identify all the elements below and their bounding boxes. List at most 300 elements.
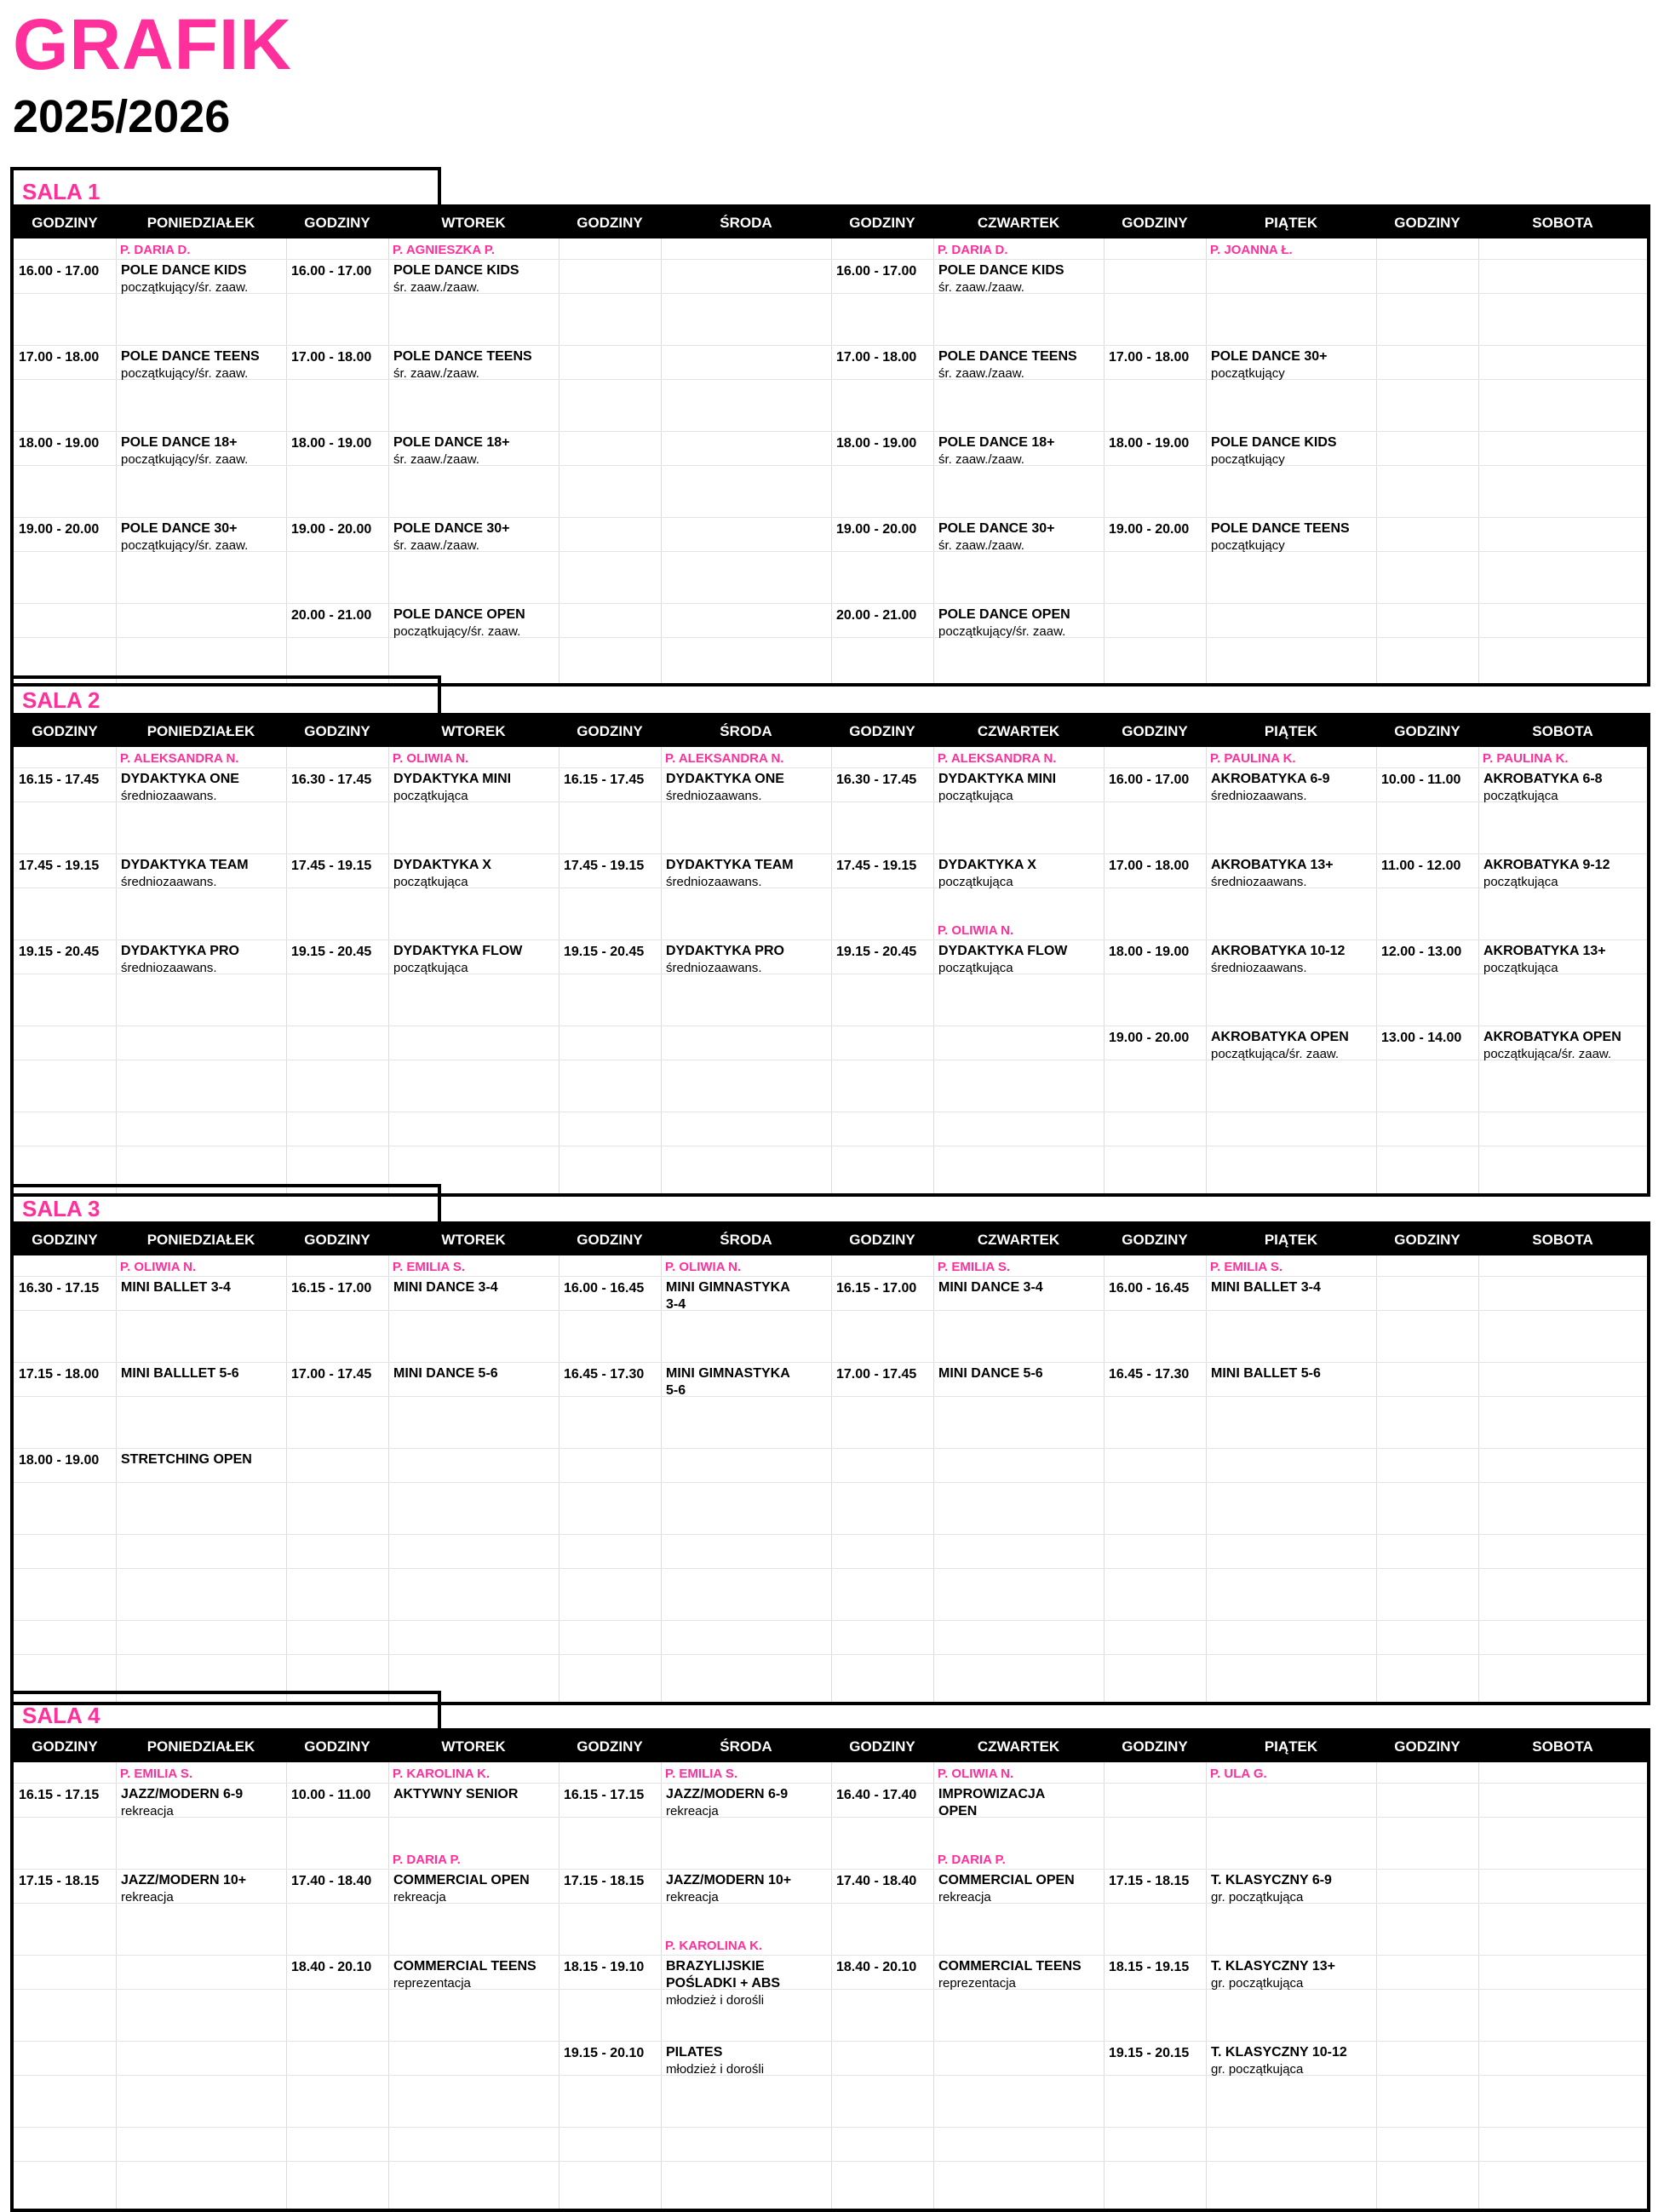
row-divider [14, 853, 1647, 854]
class-name: POLE DANCE KIDS [1211, 435, 1337, 450]
column-divider [388, 238, 389, 683]
column-divider [831, 1762, 832, 2209]
class-time: 18.00 - 19.00 [1109, 945, 1190, 959]
instructor-name: P. OLIWIA N. [393, 751, 469, 766]
class-cell [121, 1279, 231, 1296]
row-divider [14, 465, 1647, 466]
class-level: średniozaawans. [121, 875, 217, 889]
class-cell [1211, 1279, 1321, 1296]
column-divider [1104, 1762, 1105, 2209]
class-time: 17.00 - 18.00 [1109, 859, 1190, 873]
class-level: początkująca [1483, 789, 1558, 803]
instructor-name: P. DARIA D. [120, 243, 191, 257]
class-name: MINI DANCE 5-6 [393, 1366, 498, 1381]
header-cell: GODZINY [1122, 1232, 1188, 1248]
column-divider [286, 747, 287, 1193]
header-cell: GODZINY [1122, 215, 1188, 231]
class-name: AKROBATYKA 6-9 [1211, 772, 1330, 786]
class-time: 16.00 - 17.00 [19, 264, 100, 279]
sala-section [10, 167, 1650, 687]
class-name: MINI DANCE 3-4 [938, 1280, 1043, 1295]
class-name: AKROBATYKA 9-12 [1483, 858, 1610, 872]
class-name: MINI DANCE 5-6 [938, 1366, 1043, 1381]
class-name: MINI BALLLET 5-6 [121, 1366, 239, 1381]
header-cell: PIĄTEK [1264, 1738, 1318, 1755]
class-time: 20.00 - 21.00 [836, 608, 917, 623]
row-divider [14, 517, 1647, 518]
row-divider [14, 2041, 1647, 2042]
header-cell: GODZINY [577, 1232, 643, 1248]
class-name: POLE DANCE KIDS [393, 263, 519, 278]
class-time: 17.00 - 18.00 [291, 350, 372, 365]
class-name: AKROBATYKA 6-8 [1483, 772, 1603, 786]
class-cell [393, 1958, 536, 1992]
schedule-table [10, 713, 1650, 1197]
class-name: POLE DANCE OPEN [938, 607, 1070, 622]
column-divider [286, 1255, 287, 1702]
column-divider [661, 1762, 662, 2209]
class-name: DYDAKTYKA MINI [938, 772, 1057, 786]
class-name: COMMERCIAL TEENS [393, 1959, 536, 1974]
column-divider [1206, 1762, 1207, 2209]
class-name: POLE DANCE 30+ [1211, 349, 1328, 364]
header-cell: ŚRODA [720, 1738, 772, 1755]
header-cell: GODZINY [1394, 1738, 1460, 1755]
class-time: 16.00 - 16.45 [1109, 1281, 1190, 1296]
header-cell: GODZINY [1394, 1232, 1460, 1248]
header-cell: CZWARTEK [977, 1738, 1060, 1755]
column-divider [831, 1255, 832, 1702]
class-time: 13.00 - 14.00 [1381, 1031, 1462, 1045]
header-cell: PIĄTEK [1264, 723, 1318, 739]
instructor-name: P. EMILIA S. [393, 1260, 466, 1274]
column-divider [1478, 747, 1479, 1193]
row-divider [14, 1620, 1647, 1621]
class-cell [1211, 1872, 1332, 1906]
class-name: JAZZ/MODERN 10+ [666, 1873, 792, 1887]
class-name: COMMERCIAL OPEN [393, 1873, 530, 1887]
sala-title: SALA 3 [10, 1184, 441, 1225]
class-cell [1211, 434, 1337, 468]
class-cell [938, 1365, 1043, 1382]
class-cell [938, 943, 1067, 977]
header-cell: ŚRODA [720, 723, 772, 739]
class-time: 18.15 - 19.10 [564, 1960, 645, 1974]
class-name: POLE DANCE 30+ [121, 521, 238, 536]
row-divider [14, 1448, 1647, 1449]
class-cell [938, 348, 1077, 382]
header-cell: GODZINY [32, 1738, 98, 1755]
class-cell [121, 348, 260, 382]
class-name: JAZZ/MODERN 10+ [121, 1873, 247, 1887]
class-time: 17.15 - 18.15 [19, 1874, 100, 1888]
class-cell [938, 262, 1064, 296]
header-cell: ŚRODA [720, 215, 772, 231]
class-time: 16.15 - 17.00 [291, 1281, 372, 1296]
class-cell [666, 2044, 764, 2078]
class-cell [1211, 1365, 1321, 1382]
table-header [14, 1225, 1647, 1255]
row-divider [14, 431, 1647, 432]
class-level: średniozaawans. [666, 875, 762, 889]
class-cell [666, 771, 784, 805]
header-cell: PONIEDZIAŁEK [146, 1232, 255, 1248]
class-cell [938, 771, 1056, 805]
class-level: śr. zaaw./zaaw. [393, 538, 479, 553]
class-level: początkująca/śr. zaaw. [1211, 1047, 1340, 1061]
class-cell [666, 943, 784, 977]
class-cell [1483, 1029, 1621, 1063]
header-cell: WTOREK [441, 1738, 506, 1755]
row-divider [14, 1817, 1647, 1818]
class-cell [666, 1958, 780, 2009]
class-name: STRETCHING OPEN [121, 1452, 252, 1467]
class-name: PILATES [666, 2045, 723, 2060]
column-divider [116, 1255, 117, 1702]
column-divider [1376, 1762, 1377, 2209]
class-time: 18.00 - 19.00 [1109, 436, 1190, 451]
header-cell: WTOREK [441, 723, 506, 739]
class-name: AKROBATYKA OPEN [1211, 1030, 1349, 1044]
column-divider [286, 1762, 287, 2209]
page-title: GRAFIK [13, 4, 292, 84]
class-cell [393, 1786, 518, 1803]
class-cell [938, 1786, 1045, 1820]
class-level: śr. zaaw./zaaw. [938, 452, 1024, 467]
header-cell: GODZINY [577, 215, 643, 231]
class-level: śr. zaaw./zaaw. [393, 366, 479, 381]
column-divider [933, 1255, 934, 1702]
column-divider [1478, 238, 1479, 683]
class-time: 19.15 - 20.10 [564, 2046, 645, 2060]
header-cell: GODZINY [32, 215, 98, 231]
row-divider [14, 1396, 1647, 1397]
column-divider [831, 238, 832, 683]
column-divider [1206, 238, 1207, 683]
row-divider [14, 1310, 1647, 1311]
class-time: 17.40 - 18.40 [291, 1874, 372, 1888]
class-cell [121, 1451, 252, 1468]
class-level: reprezentacja [938, 1976, 1016, 1991]
class-cell [1211, 943, 1345, 977]
class-time: 16.00 - 17.00 [836, 264, 917, 279]
class-cell [121, 771, 239, 805]
row-divider [14, 1568, 1647, 1569]
sala-title: SALA 2 [10, 675, 441, 716]
class-level: rekreacja [666, 1804, 719, 1818]
class-name: DYDAKTYKA TEAM [121, 858, 249, 872]
class-name: POŚLADKI + ABS [666, 1976, 781, 1991]
row-divider [14, 1783, 1647, 1784]
class-name: DYDAKTYKA PRO [121, 944, 239, 958]
class-name: DYDAKTYKA ONE [121, 772, 239, 786]
class-level: średniozaawans. [121, 961, 217, 975]
class-cell [393, 1365, 498, 1382]
header-cell: GODZINY [849, 215, 915, 231]
class-time: 16.00 - 17.00 [291, 264, 372, 279]
class-name: MINI BALLET 5-6 [1211, 1366, 1321, 1381]
class-level: początkująca [1483, 961, 1558, 975]
header-cell: GODZINY [304, 215, 370, 231]
header-cell: CZWARTEK [977, 215, 1060, 231]
class-cell [1483, 943, 1606, 977]
row-divider [14, 259, 1647, 260]
class-cell [393, 434, 509, 468]
header-cell: SOBOTA [1532, 1232, 1593, 1248]
column-divider [1376, 238, 1377, 683]
row-divider [14, 603, 1647, 604]
instructor-name: P. EMILIA S. [665, 1767, 738, 1781]
instructor-name: P. KAROLINA K. [393, 1767, 491, 1781]
header-cell: GODZINY [1394, 723, 1460, 739]
instructor-name: P. EMILIA S. [1210, 1260, 1283, 1274]
class-time: 17.40 - 18.40 [836, 1874, 917, 1888]
row-divider [14, 1482, 1647, 1483]
class-level: początkująca/śr. zaaw. [1483, 1047, 1612, 1061]
header-cell: GODZINY [1394, 215, 1460, 231]
table-header [14, 716, 1647, 747]
row-divider [14, 939, 1647, 940]
class-time: 17.15 - 18.00 [19, 1367, 100, 1382]
class-name: DYDAKTYKA FLOW [393, 944, 523, 958]
class-name: JAZZ/MODERN 6-9 [121, 1787, 244, 1801]
class-cell [393, 520, 509, 554]
header-cell: ŚRODA [720, 1232, 772, 1248]
class-time: 16.00 - 16.45 [564, 1281, 645, 1296]
class-level: początkujący [1211, 538, 1285, 553]
class-name: MINI BALLET 3-4 [1211, 1280, 1321, 1295]
row-divider [14, 1276, 1647, 1277]
column-divider [933, 238, 934, 683]
class-level: gr. początkująca [1211, 2062, 1304, 2077]
class-level: gr. początkująca [1211, 1890, 1304, 1905]
class-time: 16.30 - 17.15 [19, 1281, 100, 1296]
class-level: początkujący/śr. zaaw. [121, 538, 249, 553]
class-name: 3-4 [666, 1297, 686, 1312]
header-cell: SOBOTA [1532, 215, 1593, 231]
page-year: 2025/2026 [13, 91, 231, 142]
class-level: śr. zaaw./zaaw. [938, 538, 1024, 553]
column-divider [661, 1255, 662, 1702]
class-name: T. KLASYCZNY 13+ [1211, 1959, 1335, 1974]
class-name: POLE DANCE KIDS [121, 263, 247, 278]
class-cell [393, 857, 491, 891]
class-time: 16.15 - 17.15 [564, 1788, 645, 1802]
row-divider [14, 1362, 1647, 1363]
class-name: POLE DANCE 30+ [393, 521, 510, 536]
header-cell: GODZINY [32, 723, 98, 739]
class-cell [938, 1279, 1043, 1296]
row-divider [14, 801, 1647, 802]
class-cell [938, 1958, 1082, 1992]
header-cell: CZWARTEK [977, 1232, 1060, 1248]
column-divider [1206, 747, 1207, 1193]
class-time: 16.15 - 17.15 [19, 1788, 100, 1802]
header-cell: GODZINY [304, 723, 370, 739]
class-cell [666, 1365, 790, 1399]
class-cell [666, 1279, 790, 1313]
class-name: MINI BALLET 3-4 [121, 1280, 231, 1295]
class-time: 10.00 - 11.00 [1381, 773, 1461, 787]
column-divider [1104, 1255, 1105, 1702]
class-time: 16.45 - 17.30 [564, 1367, 645, 1382]
class-time: 16.15 - 17.00 [836, 1281, 917, 1296]
column-divider [1376, 1255, 1377, 1702]
sala-section [10, 1691, 1650, 2212]
class-name: MINI GIMNASTYKA [666, 1366, 790, 1381]
class-level: rekreacja [938, 1890, 991, 1905]
class-level: początkujący/śr. zaaw. [121, 280, 249, 295]
row-divider [14, 1654, 1647, 1655]
instructor-name: P. AGNIESZKA P. [393, 243, 496, 257]
row-divider [14, 637, 1647, 638]
class-time: 18.15 - 19.15 [1109, 1960, 1190, 1974]
instructor-name: P. PAULINA K. [1210, 751, 1296, 766]
header-cell: GODZINY [32, 1232, 98, 1248]
row-divider [14, 1955, 1647, 1956]
column-divider [286, 238, 287, 683]
class-level: początkujący/śr. zaaw. [121, 452, 249, 467]
class-level: początkująca [393, 789, 468, 803]
instructor-name: P. ALEKSANDRA N. [665, 751, 784, 766]
class-cell [1211, 348, 1327, 382]
class-cell [938, 857, 1036, 891]
class-cell [1211, 520, 1350, 554]
class-name: POLE DANCE OPEN [393, 607, 525, 622]
class-cell [393, 262, 519, 296]
class-name: AKROBATYKA 13+ [1211, 858, 1334, 872]
class-name: T. KLASYCZNY 6-9 [1211, 1873, 1332, 1887]
schedule-table [10, 204, 1650, 687]
class-cell [393, 771, 511, 805]
column-divider [933, 1762, 934, 2209]
table-header [14, 1732, 1647, 1762]
class-name: DYDAKTYKA MINI [393, 772, 512, 786]
instructor-name: P. PAULINA K. [1483, 751, 1569, 766]
class-time: 18.00 - 19.00 [836, 436, 917, 451]
instructor-name: P. OLIWIA N. [938, 923, 1014, 938]
class-name: POLE DANCE TEENS [393, 349, 532, 364]
class-name: AKROBATYKA OPEN [1483, 1030, 1621, 1044]
class-time: 18.00 - 19.00 [19, 1453, 100, 1468]
class-time: 19.15 - 20.15 [1109, 2046, 1190, 2060]
class-cell [121, 434, 248, 468]
class-time: 17.00 - 18.00 [1109, 350, 1190, 365]
class-name: POLE DANCE KIDS [938, 263, 1064, 278]
sala-section [10, 1184, 1650, 1705]
row-divider [14, 1534, 1647, 1535]
class-level: początkująca [393, 961, 468, 975]
class-time: 17.00 - 17.45 [291, 1367, 372, 1382]
class-cell [1211, 1029, 1349, 1063]
class-name: POLE DANCE TEENS [938, 349, 1077, 364]
instructor-name: P. ALEKSANDRA N. [120, 751, 239, 766]
class-time: 18.40 - 20.10 [836, 1960, 917, 1974]
class-level: reprezentacja [393, 1976, 471, 1991]
class-level: średniozaawans. [1211, 789, 1307, 803]
schedule-table [10, 1221, 1650, 1705]
header-cell: WTOREK [441, 215, 506, 231]
class-name: AKROBATYKA 13+ [1483, 944, 1606, 958]
class-time: 16.40 - 17.40 [836, 1788, 917, 1802]
class-level: początkujący [1211, 366, 1285, 381]
class-level: średniozaawans. [666, 789, 762, 803]
instructor-name: P. OLIWIA N. [938, 1767, 1014, 1781]
class-cell [666, 1786, 788, 1820]
class-level: początkująca [938, 789, 1013, 803]
class-cell [1211, 771, 1330, 805]
instructor-name: P. OLIWIA N. [665, 1260, 742, 1274]
class-level: gr. początkująca [1211, 1976, 1304, 1991]
class-time: 16.15 - 17.45 [19, 773, 100, 787]
column-divider [831, 747, 832, 1193]
class-name: DYDAKTYKA X [938, 858, 1036, 872]
sala-title: SALA 4 [10, 1691, 441, 1732]
class-cell [121, 857, 249, 891]
instructor-name: P. ALEKSANDRA N. [938, 751, 1057, 766]
class-time: 19.00 - 20.00 [291, 522, 372, 537]
class-level: początkujący/śr. zaaw. [393, 624, 521, 639]
row-divider [14, 1869, 1647, 1870]
class-name: AKROBATYKA 10-12 [1211, 944, 1346, 958]
instructor-name: P. OLIWIA N. [120, 1260, 197, 1274]
class-cell [121, 1872, 246, 1906]
class-cell [1483, 771, 1603, 805]
class-cell [393, 1279, 498, 1296]
class-name: OPEN [938, 1804, 978, 1818]
column-divider [116, 747, 117, 1193]
class-level: początkujący/śr. zaaw. [938, 624, 1066, 639]
class-name: JAZZ/MODERN 6-9 [666, 1787, 789, 1801]
instructor-name: P. DARIA D. [938, 243, 1008, 257]
class-time: 16.00 - 17.00 [1109, 773, 1190, 787]
class-time: 19.15 - 20.45 [564, 945, 645, 959]
class-time: 16.45 - 17.30 [1109, 1367, 1190, 1382]
column-divider [1478, 1762, 1479, 2209]
row-divider [14, 2161, 1647, 2162]
header-cell: GODZINY [1122, 1738, 1188, 1755]
header-cell: WTOREK [441, 1232, 506, 1248]
class-name: POLE DANCE 18+ [393, 435, 510, 450]
class-level: początkujący/śr. zaaw. [121, 366, 249, 381]
column-divider [1478, 1255, 1479, 1702]
class-time: 17.00 - 18.00 [19, 350, 100, 365]
column-divider [933, 747, 934, 1193]
sala-section [10, 675, 1650, 1197]
class-level: początkująca [938, 875, 1013, 889]
class-name: DYDAKTYKA X [393, 858, 491, 872]
class-time: 19.00 - 20.00 [1109, 522, 1190, 537]
class-time: 17.00 - 18.00 [836, 350, 917, 365]
row-divider [14, 2075, 1647, 2076]
class-time: 16.30 - 17.45 [836, 773, 917, 787]
instructor-name: P. DARIA P. [393, 1853, 461, 1867]
class-cell [1211, 2044, 1347, 2078]
header-cell: GODZINY [1122, 723, 1188, 739]
class-name: IMPROWIZACJA [938, 1787, 1046, 1801]
header-cell: GODZINY [304, 1232, 370, 1248]
class-name: BRAZYLIJSKIE [666, 1959, 765, 1974]
column-divider [388, 1762, 389, 2209]
class-level: średniozaawans. [1211, 961, 1307, 975]
class-time: 19.15 - 20.45 [836, 945, 917, 959]
class-name: MINI GIMNASTYKA [666, 1280, 790, 1295]
class-cell [121, 262, 248, 296]
class-name: COMMERCIAL TEENS [938, 1959, 1082, 1974]
table-header [14, 208, 1647, 238]
column-divider [116, 1762, 117, 2209]
class-level: śr. zaaw./zaaw. [393, 280, 479, 295]
